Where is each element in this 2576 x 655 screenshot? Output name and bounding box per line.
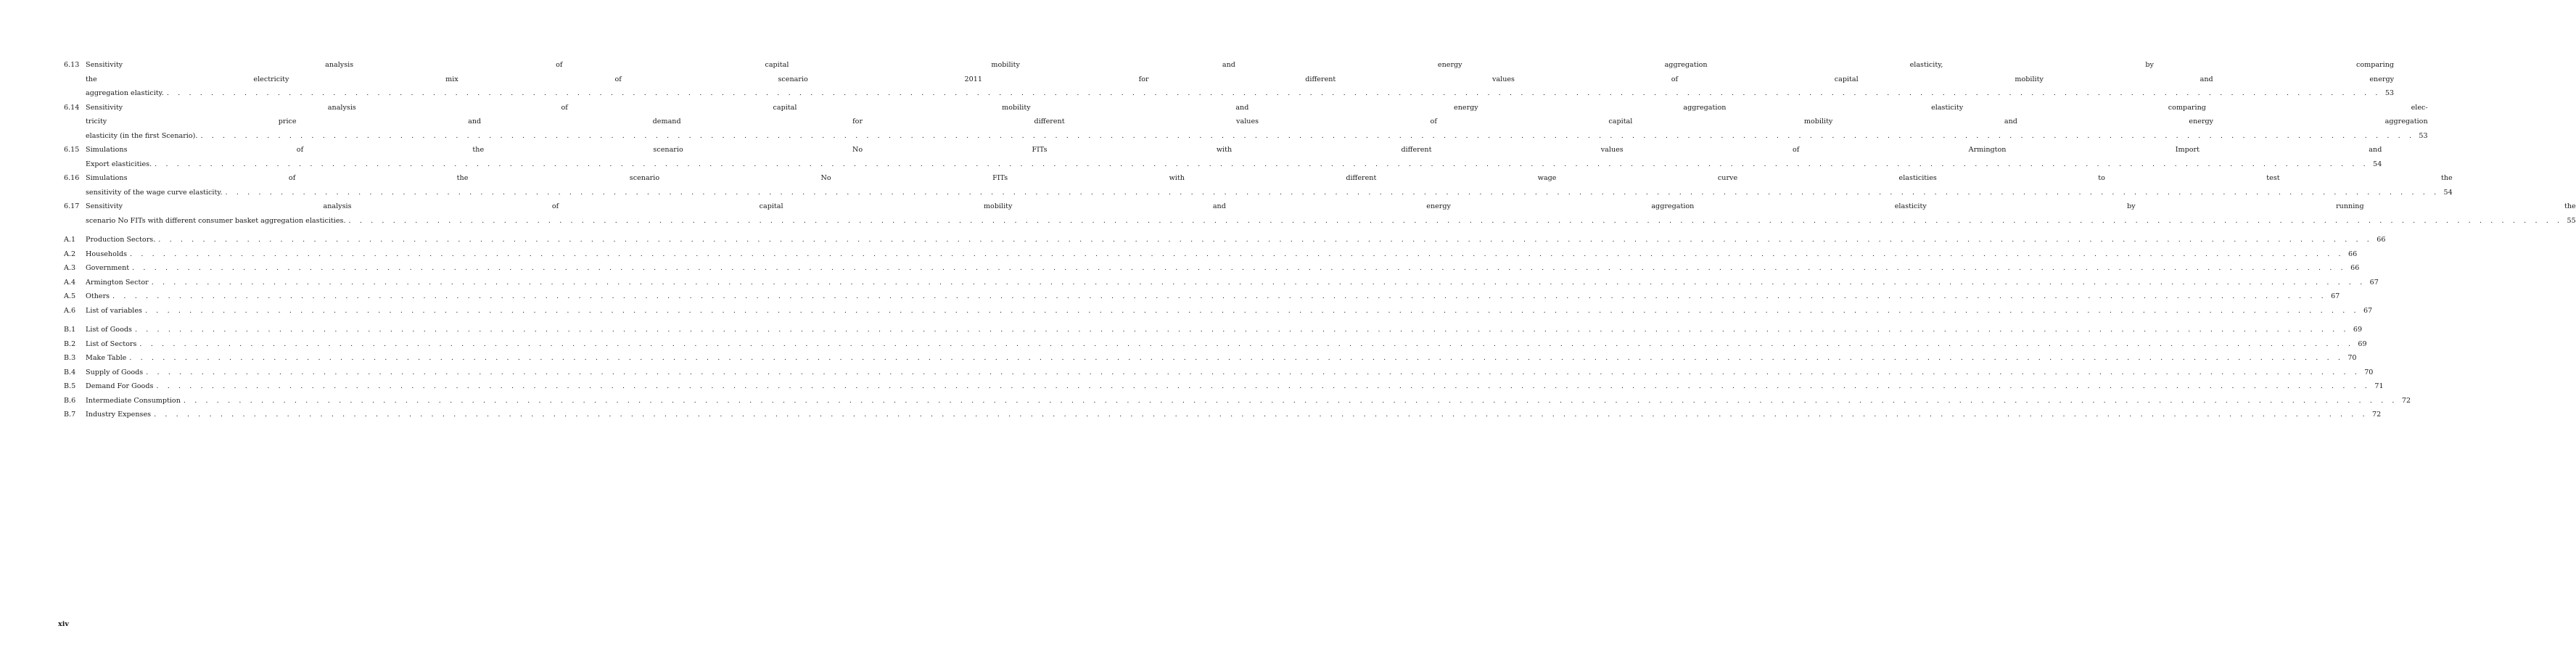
dot-leader: . . . . . . . . . . . . . . . . . . . . . . . . . . . . . . . . . . . . . . . . . . . . . . . . . . . . . . . . . . . . . . . . . . . . . . . . . . . . . . . . . . . . . . . . . . . . . . . . . . . . . . . . . . . . . . . . . . . . . . . . . . . . . . . . . . . . . . . . . . . . . . . . . . . . . . . . . . . . . . . . . . . . . . . . . . . . . . . . . . . . . . . . . . . . . . . . . . . . . . . .: [151, 278, 2366, 287]
toc-entry[interactable]: [64, 408, 2382, 422]
dot-leader: . . . . . . . . . . . . . . . . . . . . . . . . . . . . . . . . . . . . . . . . . . . . . . . . . . . . . . . . . . . . . . . . . . . . . . . . . . . . . . . . . . . . . . . . . . . . . . . . . . . . . . . . . . . . . . . . . . . . . . . . . . . . . . . . . . . . . . . . . . . . . . . . . . . . . . . . . . . . . . . . . . . . . . . . . . . . . . . . . . . . . . . . . . . . . . . . . . . . . . . .: [129, 354, 2344, 362]
entry-number: B.7: [64, 411, 76, 419]
entry-last-line: [86, 157, 2382, 172]
list-of-tables: [64, 58, 2576, 422]
page-reference: 69: [2358, 339, 2367, 348]
entry-body: [86, 323, 2362, 337]
dot-leader: . . . . . . . . . . . . . . . . . . . . . . . . . . . . . . . . . . . . . . . . . . . . . . . . . . . . . . . . . . . . . . . . . . . . . . . . . . . . . . . . . . . . . . . . . . . . . . . . . . . . . . . . . . . . . . . . . . . . . . . . . . . . . . . . . . . . . . . . . . . . . . . . . . . . . . . . . . . . . . . . . . . . . . . . . . . . . . . . . . . . . . . . . . . . . . . . . . . . . . . .: [156, 382, 2371, 390]
entry-number: B.1: [64, 326, 76, 334]
entry-last-line: [86, 261, 2359, 276]
entry-body: [86, 171, 2453, 199]
entry-last-line: [86, 247, 2357, 262]
dot-leader: . . . . . . . . . . . . . . . . . . . . . . . . . . . . . . . . . . . . . . . . . . . . . . . . . . . . . . . . . . . . . . . . . . . . . . . . . . . . . . . . . . . . . . . . . . . . . . . . . . . . . . . . . . . . . . . . . . . . . . . . . . . . . . . . . . . . . . . . . . . . . . . . . . . . . . . . . . . . . . . . . . . . . . . . . . . . . . . . . . . . . . . . . . . . . . . . . . . . . . . .: [166, 89, 2382, 97]
entry-title: Export elasticities.: [86, 160, 152, 168]
entry-last-line: [86, 233, 2385, 247]
entry-last-line: [86, 351, 2357, 366]
dot-leader: . . . . . . . . . . . . . . . . . . . . . . . . . . . . . . . . . . . . . . . . . . . . . . . . . . . . . . . . . . . . . . . . . . . . . . . . . . . . . . . . . . . . . . . . . . . . . . . . . . . . . . . . . . . . . . . . . . . . . . . . . . . . . . . . . . . . . . . . . . . . . . . . . . . . . . . . . . . . . . . . . . . . . . . . . . . . . . . . . . . . . . . . . . . . . . . . . . . . . . . .: [112, 292, 2327, 300]
entry-body: [86, 394, 2411, 408]
page-reference: 54: [2373, 160, 2382, 168]
page-reference: 70: [2364, 368, 2374, 376]
page-reference: 67: [2369, 278, 2379, 287]
dot-leader: . . . . . . . . . . . . . . . . . . . . . . . . . . . . . . . . . . . . . . . . . . . . . . . . . . . . . . . . . . . . . . . . . . . . . . . . . . . . . . . . . . . . . . . . . . . . . . . . . . . . . . . . . . . . . . . . . . . . . . . . . . . . . . . . . . . . . . . . . . . . . . . . . . . . . . . . . . . . . . . . . . . . . . . . . . . . . . . . . . . . . . . . . . . . . . . . . . . . . . . .: [146, 368, 2361, 376]
toc-entry[interactable]: [64, 58, 2395, 101]
entry-title: Government: [86, 264, 130, 272]
page-reference: 54: [2443, 188, 2453, 197]
entry-number: B.6: [64, 396, 76, 405]
toc-entry[interactable]: [64, 199, 2576, 228]
entry-number: A.3: [64, 264, 76, 272]
entry-last-line: [86, 289, 2340, 304]
page-reference: 53: [2384, 89, 2395, 97]
entry-number: A.1: [64, 236, 76, 244]
entry-last-line: [86, 276, 2379, 290]
entry-title: Industry Expenses: [86, 411, 152, 419]
entry-last-line: [86, 323, 2362, 337]
entry-number: 6.17: [64, 202, 80, 210]
entry-title-line: Sensitivity analysis of capital mobility and energy aggregation elasticity comparing elec-: [86, 103, 2428, 112]
dot-leader: . . . . . . . . . . . . . . . . . . . . . . . . . . . . . . . . . . . . . . . . . . . . . . . . . . . . . . . . . . . . . . . . . . . . . . . . . . . . . . . . . . . . . . . . . . . . . . . . . . . . . . . . . . . . . . . . . . . . . . . . . . . . . . . . . . . . . . . . . . . . . . . . . . . . . . . . . . . . . . . . . . . . . . . . . . . . . . . . . . . . . . . . . . . . . . . . . . . . . . . .: [155, 160, 2369, 168]
entry-number: A.4: [64, 278, 76, 287]
entry-body: [86, 276, 2379, 290]
toc-entry[interactable]: [64, 337, 2367, 352]
group-gap: [64, 318, 399, 323]
entry-body: [86, 233, 2385, 247]
entry-title: aggregation elasticity.: [86, 89, 164, 97]
entry-title: elasticity (in the first Scenario).: [86, 131, 198, 140]
dot-leader: . . . . . . . . . . . . . . . . . . . . . . . . . . . . . . . . . . . . . . . . . . . . . . . . . . . . . . . . . . . . . . . . . . . . . . . . . . . . . . . . . . . . . . . . . . . . . . . . . . . . . . . . . . . . . . . . . . . . . . . . . . . . . . . . . . . . . . . . . . . . . . . . . . . . . . . . . . . . . . . . . . . . . . . . . . . . . . . . . . . . . . . . . . . . . . . . . . . . . . . .: [130, 250, 2345, 258]
entry-title: scenario No FITs with different consumer basket aggregation elasticities.: [86, 216, 346, 225]
entry-title: Intermediate Consumption: [86, 396, 181, 405]
entry-last-line: [86, 129, 2428, 144]
toc-entry[interactable]: [64, 366, 2374, 380]
toc-entry[interactable]: [64, 171, 2453, 199]
entry-title: List of variables: [86, 306, 142, 315]
dot-leader: . . . . . . . . . . . . . . . . . . . . . . . . . . . . . . . . . . . . . . . . . . . . . . . . . . . . . . . . . . . . . . . . . . . . . . . . . . . . . . . . . . . . . . . . . . . . . . . . . . . . . . . . . . . . . . . . . . . . . . . . . . . . . . . . . . . . . . . . . . . . . . . . . . . . . . . . . . . . . . . . . . . . . . . . . . . . . . . . . . . . . . . . . . . . . . . . . . . . . . . .: [183, 396, 2398, 405]
dot-leader: . . . . . . . . . . . . . . . . . . . . . . . . . . . . . . . . . . . . . . . . . . . . . . . . . . . . . . . . . . . . . . . . . . . . . . . . . . . . . . . . . . . . . . . . . . . . . . . . . . . . . . . . . . . . . . . . . . . . . . . . . . . . . . . . . . . . . . . . . . . . . . . . . . . . . . . . . . . . . . . . . . . . . . . . . . . . . . . . . . . . . . . . . . . . . . . . . . . . . . . .: [139, 339, 2354, 348]
entry-title: List of Goods: [86, 326, 132, 334]
entry-last-line: [86, 366, 2373, 380]
page-reference: 67: [2363, 306, 2373, 315]
entry-last-line: [86, 304, 2372, 318]
dot-leader: . . . . . . . . . . . . . . . . . . . . . . . . . . . . . . . . . . . . . . . . . . . . . . . . . . . . . . . . . . . . . . . . . . . . . . . . . . . . . . . . . . . . . . . . . . . . . . . . . . . . . . . . . . . . . . . . . . . . . . . . . . . . . . . . . . . . . . . . . . . . . . . . . . . . . . . . . . . . . . . . . . . . . . . . . . . . . . . . . . . . . . . . . . . . . . . . . . . . . . . .: [348, 216, 2563, 225]
entry-number: A.5: [64, 292, 76, 300]
page-reference: 71: [2374, 382, 2384, 390]
toc-entry[interactable]: [64, 276, 2379, 290]
page-reference: 55: [2567, 216, 2576, 225]
entry-last-line: [86, 379, 2384, 394]
page-reference: 72: [2401, 396, 2411, 405]
entry-number: B.4: [64, 368, 76, 376]
page-reference: 66: [2350, 264, 2360, 272]
dot-leader: . . . . . . . . . . . . . . . . . . . . . . . . . . . . . . . . . . . . . . . . . . . . . . . . . . . . . . . . . . . . . . . . . . . . . . . . . . . . . . . . . . . . . . . . . . . . . . . . . . . . . . . . . . . . . . . . . . . . . . . . . . . . . . . . . . . . . . . . . . . . . . . . . . . . . . . . . . . . . . . . . . . . . . . . . . . . . . . . . . . . . . . . . . . . . . . . . . . . . . . .: [132, 264, 2347, 272]
page-reference: 72: [2372, 411, 2382, 419]
entry-number: B.5: [64, 382, 76, 390]
group-gap: [64, 228, 399, 233]
toc-entry[interactable]: [64, 247, 2358, 262]
entry-title: Supply of Goods: [86, 368, 144, 376]
toc-entry[interactable]: [64, 289, 2340, 304]
entry-title-line: Simulations of the scenario No FITs with different wage curve elasticities to test the: [86, 174, 2453, 182]
entry-last-line: [86, 86, 2394, 101]
entry-number: 6.15: [64, 146, 80, 154]
toc-entry[interactable]: [64, 323, 2363, 337]
entry-title-line: tricity price and demand for different values of capital mobility and energy aggregation: [86, 118, 2428, 125]
toc-entry[interactable]: [64, 351, 2357, 366]
entry-body: [86, 261, 2359, 276]
entry-number: A.6: [64, 306, 76, 315]
entry-last-line: [86, 408, 2381, 422]
dot-leader: . . . . . . . . . . . . . . . . . . . . . . . . . . . . . . . . . . . . . . . . . . . . . . . . . . . . . . . . . . . . . . . . . . . . . . . . . . . . . . . . . . . . . . . . . . . . . . . . . . . . . . . . . . . . . . . . . . . . . . . . . . . . . . . . . . . . . . . . . . . . . . . . . . . . . . . . . . . . . . . . . . . . . . . . . . . . . . . . . . . . . . . . . . . . . . . . . . . . . . . .: [154, 411, 2369, 419]
toc-entry[interactable]: [64, 304, 2373, 318]
entry-title: Demand For Goods: [86, 382, 154, 390]
dot-leader: . . . . . . . . . . . . . . . . . . . . . . . . . . . . . . . . . . . . . . . . . . . . . . . . . . . . . . . . . . . . . . . . . . . . . . . . . . . . . . . . . . . . . . . . . . . . . . . . . . . . . . . . . . . . . . . . . . . . . . . . . . . . . . . . . . . . . . . . . . . . . . . . . . . . . . . . . . . . . . . . . . . . . . . . . . . . . . . . . . . . . . . . . . . . . . . . . . . . . . . .: [158, 236, 2373, 244]
page-reference: 70: [2347, 354, 2357, 362]
entry-title-line: Simulations of the scenario No FITs with different values of Armington Import and: [86, 146, 2382, 154]
entry-title-line: Sensitivity analysis of capital mobility and energy aggregation elasticity, by comparing: [86, 61, 2395, 69]
entry-body: [86, 289, 2340, 304]
entry-title-line: the electricity mix of scenario 2011 for different values of capital mobility and energy: [86, 75, 2395, 83]
entry-title-line: Sensitivity analysis of capital mobility and energy aggregation elasticity by running the: [86, 202, 2576, 210]
entry-body: [86, 247, 2357, 262]
dot-leader: . . . . . . . . . . . . . . . . . . . . . . . . . . . . . . . . . . . . . . . . . . . . . . . . . . . . . . . . . . . . . . . . . . . . . . . . . . . . . . . . . . . . . . . . . . . . . . . . . . . . . . . . . . . . . . . . . . . . . . . . . . . . . . . . . . . . . . . . . . . . . . . . . . . . . . . . . . . . . . . . . . . . . . . . . . . . . . . . . . . . . . . . . . . . . . . . . . . . . . . .: [225, 188, 2440, 197]
page-reference: 69: [2353, 326, 2363, 334]
entry-body: [86, 58, 2394, 101]
entry-last-line: [86, 337, 2367, 352]
dot-leader: . . . . . . . . . . . . . . . . . . . . . . . . . . . . . . . . . . . . . . . . . . . . . . . . . . . . . . . . . . . . . . . . . . . . . . . . . . . . . . . . . . . . . . . . . . . . . . . . . . . . . . . . . . . . . . . . . . . . . . . . . . . . . . . . . . . . . . . . . . . . . . . . . . . . . . . . . . . . . . . . . . . . . . . . . . . . . . . . . . . . . . . . . . . . . . . . . . . . . . . .: [134, 326, 2350, 334]
dot-leader: . . . . . . . . . . . . . . . . . . . . . . . . . . . . . . . . . . . . . . . . . . . . . . . . . . . . . . . . . . . . . . . . . . . . . . . . . . . . . . . . . . . . . . . . . . . . . . . . . . . . . . . . . . . . . . . . . . . . . . . . . . . . . . . . . . . . . . . . . . . . . . . . . . . . . . . . . . . . . . . . . . . . . . . . . . . . . . . . . . . . . . . . . . . . . . . . . . . . . . . .: [200, 131, 2415, 140]
entry-body: [86, 337, 2367, 352]
entry-title: Make Table: [86, 354, 127, 362]
entry-body: [86, 379, 2384, 394]
dot-leader: . . . . . . . . . . . . . . . . . . . . . . . . . . . . . . . . . . . . . . . . . . . . . . . . . . . . . . . . . . . . . . . . . . . . . . . . . . . . . . . . . . . . . . . . . . . . . . . . . . . . . . . . . . . . . . . . . . . . . . . . . . . . . . . . . . . . . . . . . . . . . . . . . . . . . . . . . . . . . . . . . . . . . . . . . . . . . . . . . . . . . . . . . . . . . . . . . . . . . . . .: [144, 306, 2360, 315]
entry-title: Production Sectors.: [86, 236, 156, 244]
entry-body: [86, 143, 2382, 171]
entry-title: Others: [86, 292, 110, 300]
entry-last-line: [86, 394, 2411, 408]
entry-body: [86, 304, 2372, 318]
entry-title: List of Sectors: [86, 339, 137, 348]
entry-number: 6.14: [64, 103, 80, 112]
entry-body: [86, 366, 2373, 380]
page-reference: 67: [2331, 292, 2340, 300]
toc-entry[interactable]: [64, 261, 2360, 276]
page-reference: 53: [2419, 131, 2428, 140]
entry-title: Armington Sector: [86, 278, 149, 287]
page-reference: 66: [2377, 236, 2386, 244]
page-reference: 66: [2347, 250, 2358, 258]
entry-title: sensitivity of the wage curve elasticity.: [86, 188, 223, 197]
toc-entry[interactable]: [64, 379, 2384, 394]
entry-number: B.3: [64, 354, 76, 362]
entry-body: [86, 351, 2357, 366]
toc-entry[interactable]: [64, 101, 2428, 144]
entry-number: 6.13: [64, 61, 80, 69]
entry-body: [86, 408, 2381, 422]
entry-title: Households: [86, 250, 128, 258]
entry-body: [86, 101, 2428, 144]
entry-number: A.2: [64, 250, 76, 258]
entry-number: 6.16: [64, 174, 80, 182]
entry-body: [86, 199, 2576, 228]
toc-entry[interactable]: [64, 394, 2411, 408]
entry-number: B.2: [64, 339, 76, 348]
entry-last-line: [86, 214, 2576, 228]
toc-entry[interactable]: [64, 233, 2386, 247]
toc-entry[interactable]: [64, 143, 2382, 171]
page-number: xiv: [58, 620, 69, 628]
entry-last-line: [86, 186, 2453, 200]
